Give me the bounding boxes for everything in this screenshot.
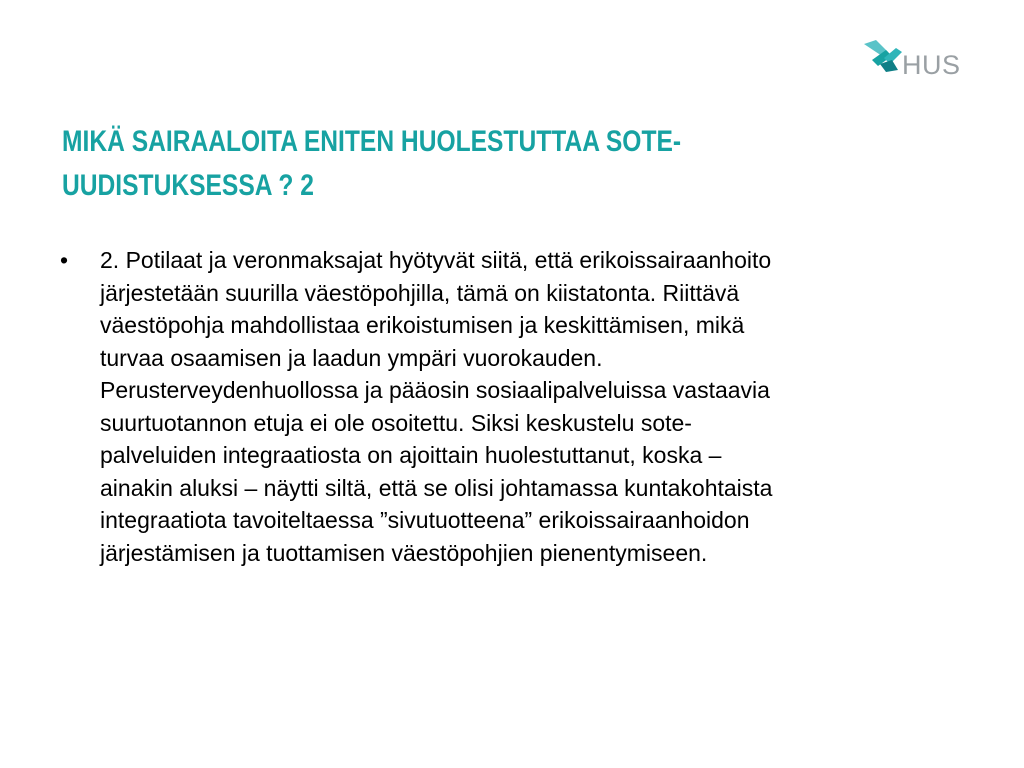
body-line: väestöpohja mahdollistaa erikoistumisen ja keskittämisen, mikä [100, 312, 745, 338]
body-line: suurtuotannon etuja ei ole osoitettu. Siksi keskustelu sote- [100, 409, 692, 436]
slide-body [60, 244, 940, 569]
bullet-text [100, 244, 940, 569]
body-line: ainakin aluksi – näytti siltä, että se olisi johtamassa kuntakohtaista [100, 474, 773, 501]
slide-title-line-2: UUDISTUKSESSA ? 2 [62, 169, 314, 202]
body-line: palveluiden integraatiosta on ajoittain huolestuttanut, koska – [100, 442, 722, 468]
hus-logo-text: HUS [902, 50, 961, 80]
body-line: järjestämisen ja tuottamisen väestöpohjien pienentymiseen. [100, 539, 708, 566]
body-line: 2. Potilaat ja veronmaksajat hyötyvät siitä, että erikoissairaanhoito [100, 247, 772, 273]
body-line: integraatiota tavoiteltaessa ”sivutuotteena” erikoissairaanhoidon [100, 507, 750, 533]
body-line: turvaa osaamisen ja laadun ympäri vuorokauden. [100, 344, 603, 371]
body-line: järjestetään suurilla väestöpohjilla, tämä on kiistatonta. Riittävä [100, 279, 740, 306]
slide-title-line-1: MIKÄ SAIRAALOITA ENITEN HUOLESTUTTAA SOTE- [62, 125, 682, 158]
slide-title [62, 120, 800, 208]
bullet-glyph: • [60, 247, 69, 273]
body-line: Perusterveydenhuollossa ja pääosin sosiaalipalveluissa vastaavia [100, 377, 770, 403]
bullet-item [60, 244, 940, 569]
hus-logo-mark-icon [862, 38, 906, 78]
hus-logo [862, 38, 982, 88]
